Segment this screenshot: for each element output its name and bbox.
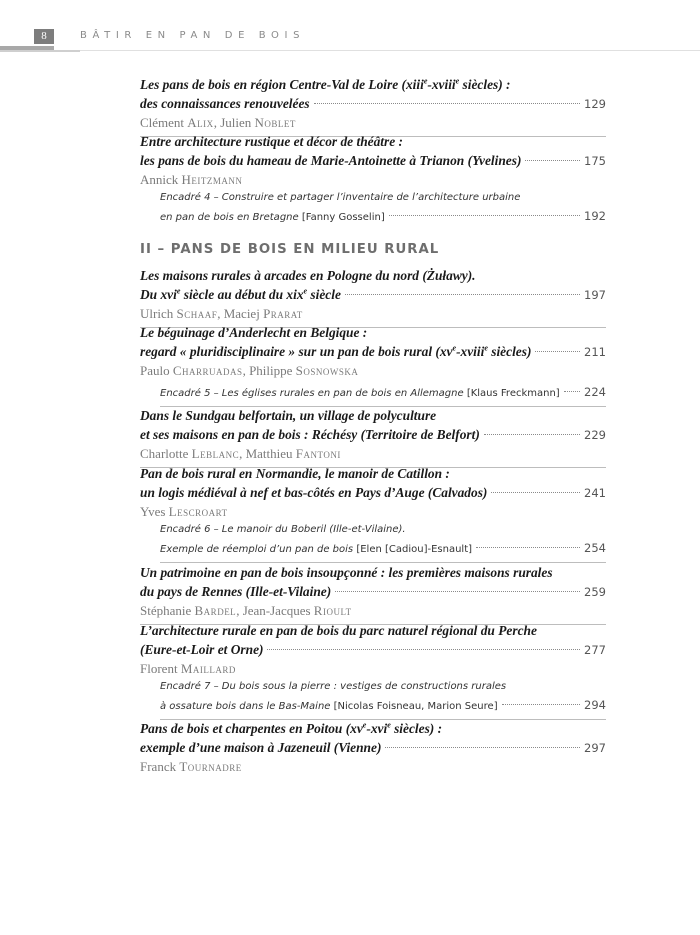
toc-entry[interactable] — [140, 406, 606, 468]
section-heading: II – PANS DE BOIS EN MILIEU RURAL — [140, 242, 440, 257]
page-ref[interactable]: 259 — [584, 585, 606, 599]
leader-dots — [525, 160, 580, 161]
entry-title-line: des connaissances renouvelées 129 — [140, 94, 606, 113]
entry-title-line: Les pans de bois en région Centre-Val de Loire (xiii$^e$-xviii$^e$ siècles) : — [140, 76, 511, 92]
entry-title-line: L’architecture rurale en pan de bois du parc naturel régional du Perche — [140, 623, 537, 638]
entry-authors: Charlotte Leblanc, Matthieu Fantoni — [140, 446, 341, 461]
page-ref[interactable]: 241 — [584, 486, 606, 500]
encadre-line: Encadré 6 – Le manoir du Boberil (Ille-et-Vilaine). — [160, 524, 406, 535]
page-ref[interactable]: 229 — [584, 428, 606, 442]
entry-authors: Stéphanie Bardel, Jean-Jacques Rioult — [140, 603, 352, 618]
entry-title-line: Un patrimoine en pan de bois insoupçonné : les premières maisons rurales — [140, 565, 553, 580]
page-ref[interactable]: 129 — [584, 97, 606, 111]
entry-title-line: et ses maisons en pan de bois : Réchésy (Territoire de Belfort) 229 — [140, 425, 606, 444]
leader-dots — [385, 747, 580, 748]
entry-title-line: Entre architecture rustique et décor de théâtre : — [140, 134, 403, 149]
page-ref[interactable]: 175 — [584, 154, 606, 168]
leader-dots — [314, 103, 580, 104]
toc-entry[interactable] — [140, 323, 606, 380]
entry-title-line: un logis médiéval à nef et bas-côtés en Pays d’Auge (Calvados) 241 — [140, 483, 606, 502]
page-ref[interactable]: 224 — [584, 385, 606, 399]
entry-authors: Florent Maillard — [140, 661, 236, 676]
page-ref[interactable]: 211 — [584, 345, 606, 359]
toc-entry[interactable] — [140, 563, 606, 625]
toc-entry[interactable] — [140, 132, 606, 189]
toc-entry[interactable] — [140, 719, 606, 776]
page-ref[interactable]: 277 — [584, 643, 606, 657]
entry-authors: Annick Heitzmann — [140, 172, 243, 187]
running-title: BÂTIR EN PAN DE BOIS — [80, 30, 306, 41]
encadre-entry[interactable] — [160, 677, 606, 720]
encadre-line: Encadré 7 – Du bois sous la pierre : vestiges de constructions rurales — [160, 681, 507, 692]
page-ref[interactable]: 197 — [584, 288, 606, 302]
entry-authors: Paulo Charruadas, Philippe Sosnowska — [140, 363, 359, 378]
header-rule — [0, 50, 80, 52]
encadre-line: en pan de bois en Bretagne [Fanny Gosselin] 192 — [160, 207, 606, 226]
entry-title-line: les pans de bois du hameau de Marie-Antoinette à Trianon (Yvelines) 175 — [140, 151, 606, 170]
entry-title-line: Pans de bois et charpentes en Poitou ($xv^e-xvi^e$ siècles) : — [140, 720, 443, 736]
leader-dots — [484, 434, 580, 435]
leader-dots — [345, 294, 580, 295]
encadre-line: Encadré 5 – Les églises rurales en pan de bois en Allemagne [Klaus Freckmann] 224 — [160, 383, 606, 402]
entry-authors: Ulrich Schaaf, Maciej Prarat — [140, 306, 303, 321]
entry-title-line: exemple d’une maison à Jazeneuil (Vienne) 297 — [140, 738, 606, 757]
encadre-line: Exemple de réemploi d’un pan de bois [Elen [Cadiou]-Esnault] 254 — [160, 539, 606, 558]
encadre-entry[interactable] — [160, 188, 606, 226]
encadre-entry[interactable] — [160, 520, 606, 563]
page-ref[interactable]: 192 — [584, 209, 606, 223]
leader-dots — [502, 704, 580, 705]
leader-dots — [389, 215, 580, 216]
page-ref[interactable]: 297 — [584, 741, 606, 755]
leader-dots — [564, 391, 580, 392]
toc-entry[interactable] — [140, 464, 606, 521]
toc-entry[interactable] — [140, 621, 606, 678]
leader-dots — [535, 351, 580, 352]
page-ref[interactable]: 254 — [584, 541, 606, 555]
encadre-line: Encadré 4 – Construire et partager l’inventaire de l’architecture urbaine — [160, 192, 521, 203]
entry-title-line: du pays de Rennes (Ille-et-Vilaine) 259 — [140, 582, 606, 601]
entry-title-line: Pan de bois rural en Normandie, le manoir de Catillon : — [140, 466, 450, 481]
entry-title-line: Les maisons rurales à arcades en Pologne du nord (Żuławy). — [140, 268, 476, 283]
entry-authors: Franck Tournadre — [140, 759, 242, 774]
entry-title-line: regard « pluridisciplinaire » sur un pan de bois rural ($xv^e-xviii^e$ siècles) 211 — [140, 342, 606, 361]
leader-dots — [491, 492, 580, 493]
entry-authors: Clément Alix, Julien Noblet — [140, 115, 296, 130]
header-rule — [80, 50, 700, 51]
entry-title-line: Dans le Sundgau belfortain, un village de polyculture — [140, 408, 437, 423]
page-number: 8 — [34, 29, 54, 44]
entry-title-line: (Eure-et-Loir et Orne) 277 — [140, 640, 606, 659]
leader-dots — [335, 591, 580, 592]
leader-dots — [267, 649, 580, 650]
leader-dots — [476, 547, 580, 548]
encadre-line: à ossature bois dans le Bas-Maine [Nicolas Foisneau, Marion Seure] 294 — [160, 696, 606, 715]
toc-entry[interactable] — [140, 266, 606, 328]
entry-title-line: Le béguinage d’Anderlecht en Belgique : — [140, 325, 368, 340]
encadre-entry[interactable] — [160, 383, 606, 407]
entry-title-line: Du xvi$^e$ siècle au début du xix$^e$ siècle 197 — [140, 285, 606, 304]
toc-entry[interactable] — [140, 75, 606, 137]
entry-authors: Yves Lescroart — [140, 504, 228, 519]
page-ref[interactable]: 294 — [584, 698, 606, 712]
